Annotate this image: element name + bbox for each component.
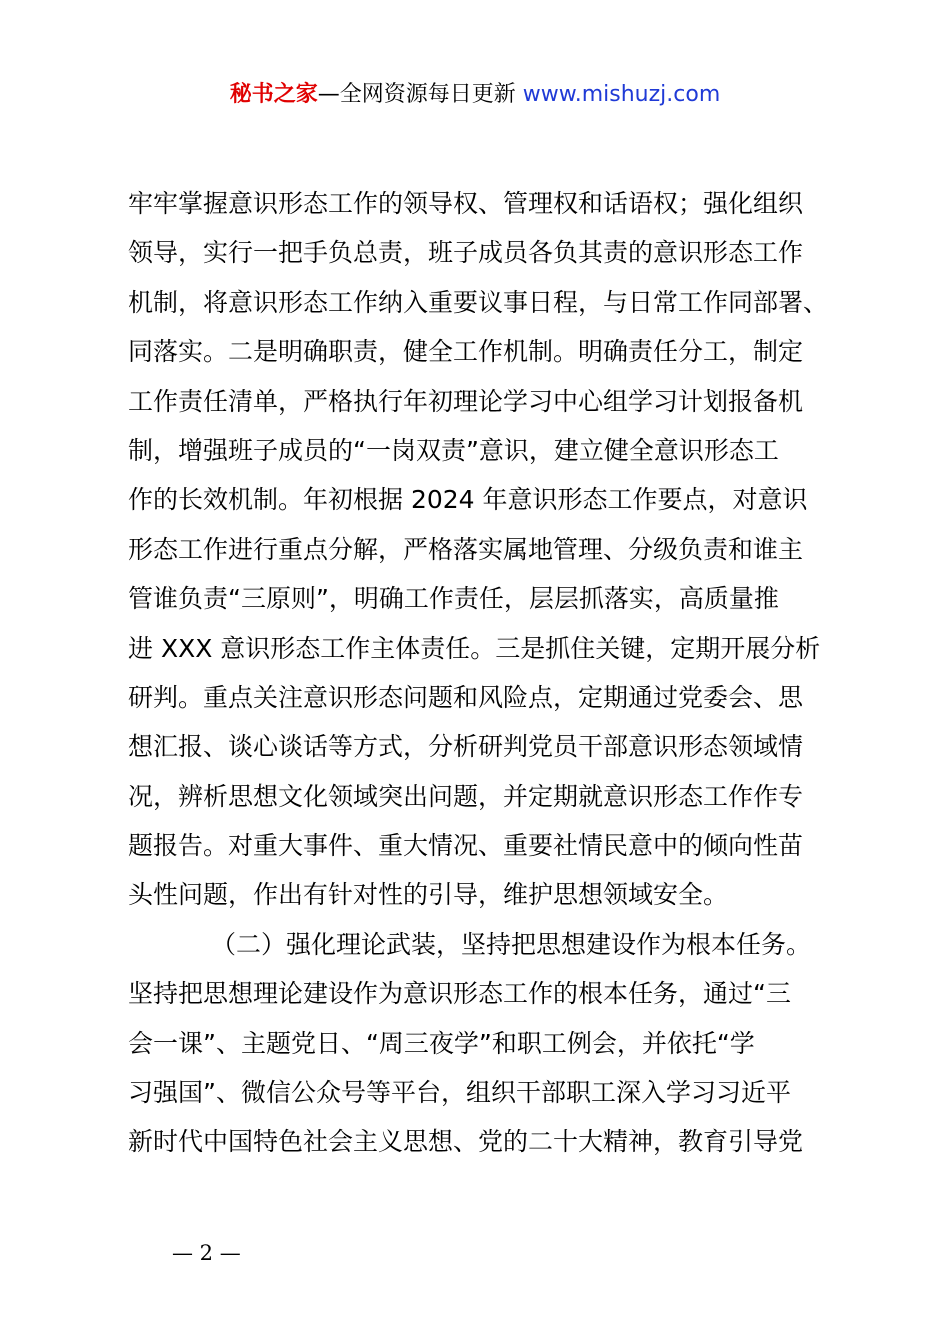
text-line: 况，辨析思想文化领域突出问题，并定期就意识形态工作作专: [128, 781, 804, 811]
text-line: 作的长效机制。年初根据 2024 年意识形态工作要点，对意识: [128, 485, 808, 515]
text-line: 同落实。二是明确职责，健全工作机制。明确责任分工，制定: [128, 337, 804, 367]
text-line: 头性问题，作出有针对性的引导，维护思想领域安全。: [128, 880, 729, 910]
text-line: 坚持把思想理论建设作为意识形态工作的根本任务，通过“三: [128, 979, 791, 1009]
page-number: — 2 —: [172, 1241, 241, 1265]
text-line: 新时代中国特色社会主义思想、党的二十大精神，教育引导党: [128, 1127, 804, 1157]
text-line: 想汇报、谈心谈话等方式，分析研判党员干部意识形态领域情: [128, 732, 804, 762]
site-watermark-header: [0, 79, 950, 111]
text-line: 题报告。对重大事件、重大情况、重要社情民意中的倾向性苗: [128, 831, 804, 861]
document-body: [128, 179, 848, 1167]
text-line: 工作责任清单，严格执行年初理论学习中心组学习计划报备机: [128, 386, 804, 416]
site-brand: 秘书之家: [229, 82, 318, 107]
text-line: 研判。重点关注意识形态问题和风险点，定期通过党委会、思: [128, 682, 804, 712]
text-line: 会一课”、主题党日、“周三夜学”和职工例会，并依托“学: [128, 1028, 755, 1058]
text-line: 进 XXX 意识形态工作主体责任。三是抓住关键，定期开展分析: [128, 633, 821, 663]
site-url: www.mishuzj.com: [522, 82, 721, 107]
text-line: 习强国”、微信公众号等平台，组织干部职工深入学习习近平: [128, 1078, 791, 1108]
text-line: 制，增强班子成员的“一岗双责”意识，建立健全意识形态工: [128, 435, 779, 465]
text-line: 领导，实行一把手负总责，班子成员各负其责的意识形态工作: [128, 238, 804, 268]
text-line: 形态工作进行重点分解，严格落实属地管理、分级负责和谁主: [128, 534, 804, 564]
text-line: 牢牢掌握意识形态工作的领导权、管理权和话语权；强化组织: [128, 189, 804, 218]
section-heading: （二）强化理论武装，坚持把思想建设作为根本任务。: [211, 929, 812, 959]
text-line: 管谁负责“三原则”，明确工作责任，层层抓落实，高质量推: [128, 584, 779, 614]
text-line: 机制，将意识形态工作纳入重要议事日程，与日常工作同部署、: [128, 287, 829, 317]
site-tagline: —全网资源每日更新: [317, 82, 523, 107]
